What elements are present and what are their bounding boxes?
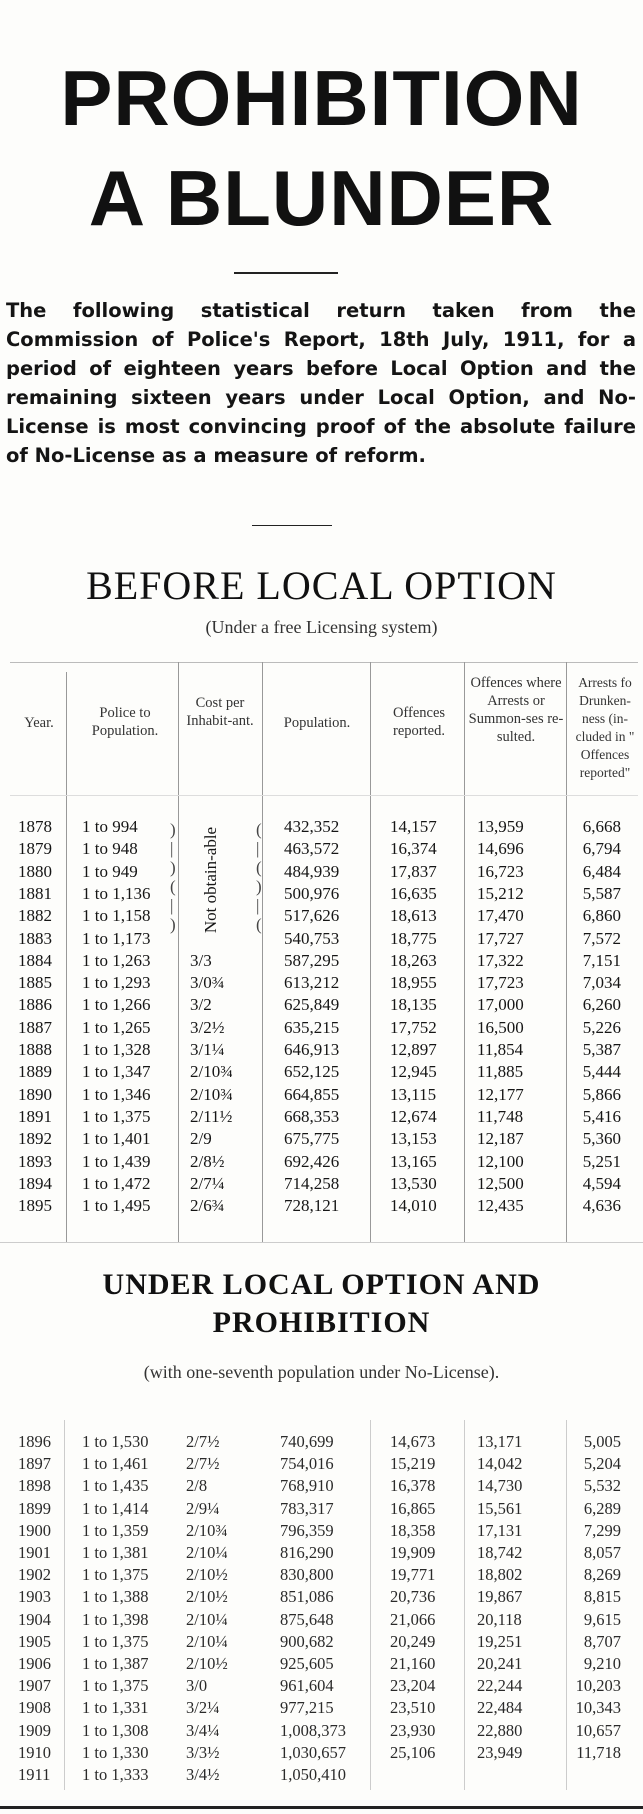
table-row (0, 1676, 643, 1695)
cell-arrests: 15,212 (477, 883, 524, 903)
cell-drunk: 10,343 (575, 1698, 621, 1718)
not-obtainable-text: Not obtain-able (201, 826, 220, 934)
bottom-rule (0, 1806, 643, 1809)
cell-cost: 2/7½ (186, 1454, 220, 1474)
header-year: Year. (24, 715, 54, 731)
cell-year: 1910 (18, 1742, 51, 1762)
table-row (0, 884, 643, 903)
cell-police: 1 to 1,266 (82, 995, 151, 1015)
cell-arrests: 14,730 (477, 1476, 523, 1496)
cell-police: 1 to 948 (82, 839, 138, 859)
cell-year: 1906 (18, 1654, 51, 1673)
cell-cost: 2/9¼ (186, 1498, 220, 1518)
cell-year: 1885 (18, 973, 52, 993)
cell-cost: 2/6¾ (190, 1196, 225, 1216)
cell-police: 1 to 1,265 (82, 1017, 151, 1037)
cell-drunk: 5,226 (582, 1017, 621, 1037)
table-row (0, 1765, 643, 1784)
cell-drunk: 7,572 (582, 928, 621, 948)
cell-arrests: 13,959 (477, 817, 524, 836)
cell-offences: 16,374 (390, 839, 437, 859)
cell-offences: 14,157 (390, 817, 437, 836)
cell-population: 740,699 (280, 1432, 334, 1451)
cell-population: 625,849 (284, 995, 340, 1015)
cell-cost: 2/7¼ (190, 1173, 225, 1193)
cell-year: 1889 (18, 1062, 52, 1082)
cell-year: 1894 (18, 1173, 52, 1193)
cell-population: 432,352 (284, 817, 340, 836)
table-row (0, 1196, 643, 1215)
table-row (0, 1040, 643, 1059)
cost-brace: ( | ( ) | ( (256, 820, 262, 934)
cell-cost: 2/8 (186, 1476, 208, 1496)
header-arrests: Offences where Arrests or Summon-ses re-sulted. (468, 675, 564, 745)
cell-population: 1,008,373 (280, 1720, 346, 1740)
cell-arrests: 17,000 (477, 995, 524, 1015)
cell-cost: 3/3 (190, 950, 212, 970)
cell-offences: 13,153 (390, 1129, 437, 1149)
cell-police: 1 to 1,263 (82, 950, 151, 970)
cell-police: 1 to 1,328 (82, 1040, 151, 1059)
cell-offences: 18,263 (390, 950, 437, 970)
cell-year: 1893 (18, 1151, 52, 1171)
cell-police: 1 to 1,398 (82, 1609, 149, 1629)
table-row (0, 1565, 643, 1584)
cell-arrests: 13,171 (477, 1432, 523, 1451)
before-header-rule (10, 795, 638, 796)
cell-drunk: 6,860 (582, 906, 621, 926)
cell-cost: 2/10½ (186, 1565, 228, 1585)
cell-population: 830,800 (280, 1565, 334, 1585)
cell-cost: 2/7½ (186, 1432, 220, 1451)
cell-population: 613,212 (284, 973, 340, 993)
cell-year: 1886 (18, 995, 52, 1015)
cell-population: 664,855 (284, 1084, 340, 1104)
table-row (0, 1743, 643, 1762)
cell-drunk: 5,387 (582, 1040, 621, 1059)
cell-population: 796,359 (280, 1520, 334, 1540)
cell-cost: 2/10¼ (186, 1543, 228, 1562)
cell-police: 1 to 1,530 (82, 1432, 149, 1451)
cell-population: 925,605 (280, 1654, 334, 1673)
cell-year: 1899 (18, 1498, 51, 1518)
cell-arrests: 14,696 (477, 839, 524, 859)
table-row (0, 929, 643, 948)
cell-year: 1880 (18, 861, 52, 881)
cell-population: 728,121 (284, 1196, 340, 1216)
cell-cost: 3/3½ (186, 1742, 220, 1762)
cell-police: 1 to 1,387 (82, 1654, 149, 1673)
table-row (0, 1654, 643, 1673)
cell-police: 1 to 1,330 (82, 1742, 149, 1762)
table-row (0, 1152, 643, 1171)
table-row (0, 1721, 643, 1740)
cell-arrests: 17,727 (477, 928, 524, 948)
cell-drunk: 9,615 (583, 1609, 621, 1629)
cell-cost: 3/2¼ (186, 1698, 220, 1718)
cell-police: 1 to 1,308 (82, 1720, 149, 1740)
cell-population: 816,290 (280, 1543, 334, 1562)
cell-year: 1878 (18, 817, 52, 836)
cell-population: 1,030,657 (280, 1742, 346, 1762)
table-row (0, 1476, 643, 1495)
cell-police: 1 to 1,375 (82, 1565, 149, 1585)
intro-paragraph: The following statistical return taken from the Commission of Police's Report, 18th July, 1911, for a period of eighteen years before Local Option and the remaining sixteen years under Local Option, and No-License is most convincing proof of the absolute failure of No-License as a measure of reform. (6, 299, 636, 467)
cell-offences: 18,775 (390, 928, 437, 948)
table-row (0, 1174, 643, 1193)
cell-cost: 3/0 (186, 1676, 208, 1696)
cell-cost: 3/4½ (186, 1765, 220, 1784)
cell-population: 961,604 (280, 1676, 334, 1696)
table-row (0, 1499, 643, 1518)
cell-arrests: 12,177 (477, 1084, 524, 1104)
cell-drunk: 6,794 (582, 839, 621, 859)
before-table-top-rule (10, 662, 638, 663)
cell-police: 1 to 1,461 (82, 1454, 149, 1474)
cell-offences: 20,736 (390, 1587, 436, 1607)
cell-arrests: 17,131 (477, 1520, 523, 1540)
cell-arrests: 18,742 (477, 1543, 523, 1562)
cell-cost: 3/2 (190, 995, 212, 1015)
before-section-title: BEFORE LOCAL OPTION (86, 563, 557, 608)
cell-year: 1890 (18, 1084, 52, 1104)
cell-population: 692,426 (284, 1151, 340, 1171)
cell-cost: 2/10¾ (190, 1084, 233, 1104)
cell-police: 1 to 1,495 (82, 1196, 151, 1216)
cell-drunk: 5,360 (582, 1129, 621, 1149)
cell-arrests: 11,854 (477, 1040, 524, 1059)
cell-arrests: 12,100 (477, 1151, 524, 1171)
cell-population: 977,215 (280, 1698, 334, 1718)
table-row (0, 973, 643, 992)
cell-drunk: 4,636 (582, 1196, 621, 1216)
cell-year: 1888 (18, 1040, 52, 1059)
cell-arrests: 12,500 (477, 1173, 524, 1193)
table-row (0, 1432, 643, 1451)
cell-offences: 21,160 (390, 1654, 436, 1673)
cell-year: 1904 (18, 1609, 51, 1629)
cell-population: 587,295 (284, 950, 340, 970)
main-title-line-2: A BLUNDER (88, 154, 555, 242)
cell-population: 754,016 (280, 1454, 334, 1474)
cell-offences: 18,955 (390, 973, 437, 993)
cell-arrests: 12,435 (477, 1196, 524, 1216)
cell-population: 768,910 (280, 1476, 334, 1496)
cell-population: 783,317 (280, 1498, 334, 1518)
under-section-title-line-2: PROHIBITION (212, 1306, 431, 1339)
cell-police: 1 to 1,472 (82, 1173, 151, 1193)
cell-year: 1902 (18, 1565, 51, 1585)
cell-offences: 21,066 (390, 1609, 436, 1629)
cell-police: 1 to 1,435 (82, 1476, 149, 1496)
cell-offences: 20,249 (390, 1631, 436, 1651)
cell-cost: 2/8½ (190, 1151, 225, 1171)
cell-drunk: 7,299 (583, 1520, 621, 1540)
table-row (0, 1018, 643, 1037)
cell-police: 1 to 1,375 (82, 1676, 149, 1696)
cell-population: 668,353 (284, 1106, 340, 1126)
cell-offences: 16,865 (390, 1498, 436, 1518)
cell-police: 1 to 994 (82, 817, 138, 836)
cell-arrests: 17,322 (477, 950, 524, 970)
cell-year: 1882 (18, 906, 52, 926)
cell-population: 875,648 (280, 1609, 334, 1629)
header-offences: Offences reported. (392, 705, 446, 739)
cell-year: 1883 (18, 928, 52, 948)
cell-arrests: 15,561 (477, 1498, 523, 1518)
table-row (0, 1129, 643, 1148)
cell-police: 1 to 1,439 (82, 1151, 151, 1171)
cell-population: 517,626 (284, 906, 340, 926)
header-police: Police to Population. (91, 705, 159, 739)
cell-population: 484,939 (284, 861, 340, 881)
cell-arrests: 23,949 (477, 1742, 523, 1762)
cell-drunk: 5,532 (583, 1476, 621, 1496)
cell-arrests: 12,187 (477, 1129, 524, 1149)
cell-drunk: 11,718 (576, 1742, 621, 1762)
cell-offences: 23,204 (390, 1676, 436, 1696)
cell-arrests: 19,867 (477, 1587, 523, 1607)
cell-year: 1903 (18, 1587, 51, 1607)
cell-year: 1911 (18, 1765, 51, 1784)
cell-population: 714,258 (284, 1173, 340, 1193)
before-section-subtitle: (Under a free Licensing system) (205, 617, 438, 637)
cell-arrests: 22,244 (477, 1676, 523, 1696)
cell-police: 1 to 1,359 (82, 1520, 149, 1540)
cell-drunk: 6,289 (583, 1498, 621, 1518)
cell-year: 1884 (18, 950, 52, 970)
cell-offences: 13,115 (390, 1084, 437, 1104)
cell-cost: 2/10¼ (186, 1609, 228, 1629)
cell-arrests: 11,885 (477, 1062, 524, 1082)
cell-cost: 2/10¾ (186, 1520, 228, 1540)
cell-population: 652,125 (284, 1062, 340, 1082)
cell-drunk: 5,416 (582, 1106, 621, 1126)
cell-drunk: 6,484 (582, 861, 621, 881)
cell-year: 1895 (18, 1196, 52, 1216)
cell-arrests: 22,880 (477, 1720, 523, 1740)
cell-drunk: 5,866 (582, 1084, 621, 1104)
cell-cost: 2/9 (190, 1129, 212, 1149)
cell-drunk: 9,210 (583, 1654, 621, 1673)
cell-year: 1892 (18, 1129, 52, 1149)
cell-cost: 2/11½ (190, 1106, 233, 1126)
cell-offences: 19,909 (390, 1543, 436, 1562)
cell-offences: 12,674 (390, 1106, 437, 1126)
cell-arrests: 19,251 (477, 1631, 523, 1651)
cell-drunk: 8,057 (583, 1543, 621, 1562)
cell-drunk: 10,657 (575, 1720, 621, 1740)
cell-drunk: 6,260 (582, 995, 621, 1015)
table-row (0, 1107, 643, 1126)
cell-police: 1 to 1,331 (82, 1698, 149, 1718)
cell-offences: 23,510 (390, 1698, 436, 1718)
cell-offences: 13,530 (390, 1173, 437, 1193)
cell-offences: 14,673 (390, 1432, 436, 1451)
cell-cost: 2/10¼ (186, 1631, 228, 1651)
cell-arrests: 17,723 (477, 973, 524, 993)
cell-police: 1 to 1,346 (82, 1084, 151, 1104)
cell-arrests: 18,802 (477, 1565, 523, 1585)
cell-offences: 17,837 (390, 861, 437, 881)
cell-offences: 19,771 (390, 1565, 436, 1585)
table-row (0, 862, 643, 881)
cell-population: 540,753 (284, 928, 340, 948)
cell-drunk: 5,005 (583, 1432, 621, 1451)
table-row (0, 1587, 643, 1606)
main-title-line-1: PROHIBITION (60, 54, 583, 142)
cell-year: 1897 (18, 1454, 51, 1474)
cell-arrests: 14,042 (477, 1454, 523, 1474)
cell-police: 1 to 1,414 (82, 1498, 149, 1518)
cell-offences: 15,219 (390, 1454, 436, 1474)
under-section-title-line-1: UNDER LOCAL OPTION AND (102, 1268, 541, 1301)
cell-year: 1881 (18, 883, 52, 903)
cell-offences: 18,358 (390, 1520, 436, 1540)
cell-offences: 12,897 (390, 1040, 437, 1059)
table-row (0, 1521, 643, 1540)
cell-population: 1,050,410 (280, 1765, 346, 1784)
cell-police: 1 to 1,375 (82, 1631, 149, 1651)
cell-drunk: 8,269 (583, 1565, 621, 1585)
cell-drunk: 5,444 (582, 1062, 621, 1082)
title-divider (234, 272, 338, 274)
cell-offences: 18,613 (390, 906, 437, 926)
table-row (0, 817, 643, 836)
cell-drunk: 6,668 (582, 817, 621, 836)
cell-year: 1891 (18, 1106, 52, 1126)
table-row (0, 1085, 643, 1104)
cell-year: 1908 (18, 1698, 51, 1718)
cell-police: 1 to 1,381 (82, 1543, 149, 1562)
intro-divider (252, 525, 332, 526)
cell-drunk: 8,707 (583, 1631, 621, 1651)
cell-arrests: 20,118 (477, 1609, 522, 1629)
cell-offences: 18,135 (390, 995, 437, 1015)
cell-arrests: 16,723 (477, 861, 524, 881)
cell-police: 1 to 1,401 (82, 1129, 151, 1149)
cell-police: 1 to 1,136 (82, 883, 151, 903)
cell-drunk: 5,204 (583, 1454, 621, 1474)
police-brace: ) | ) ( | ) (170, 820, 176, 934)
cell-drunk: 10,203 (575, 1676, 621, 1696)
cell-police: 1 to 949 (82, 861, 138, 881)
table-row (0, 1454, 643, 1473)
cell-offences: 23,930 (390, 1720, 436, 1740)
cell-population: 851,086 (280, 1587, 334, 1607)
cell-offences: 12,945 (390, 1062, 437, 1082)
header-population: Population. (283, 715, 351, 731)
cell-offences: 16,635 (390, 883, 437, 903)
cell-offences: 14,010 (390, 1196, 437, 1216)
under-section-subtitle: (with one-seventh population under No-License). (143, 1362, 500, 1382)
cell-population: 675,775 (284, 1129, 340, 1149)
header-drunk: Arrests fo Drunken-ness (in-cluded in " Offences reported" (575, 675, 635, 780)
header-cost: Cost per Inhabit-ant. (186, 695, 254, 729)
cell-drunk: 4,594 (582, 1173, 621, 1193)
cell-cost: 3/1¼ (190, 1040, 225, 1059)
cell-police: 1 to 1,347 (82, 1062, 151, 1082)
cell-arrests: 16,500 (477, 1017, 524, 1037)
cell-arrests: 11,748 (477, 1106, 524, 1126)
table-row (0, 1698, 643, 1717)
cell-offences: 25,106 (390, 1742, 436, 1762)
table-row (0, 1632, 643, 1651)
cell-population: 646,913 (284, 1040, 340, 1059)
cell-population: 635,215 (284, 1017, 340, 1037)
cell-police: 1 to 1,173 (82, 928, 151, 948)
cell-police: 1 to 1,375 (82, 1106, 151, 1126)
cell-police: 1 to 1,333 (82, 1765, 149, 1784)
cell-population: 463,572 (284, 839, 340, 859)
table-row (0, 906, 643, 925)
cell-year: 1901 (18, 1543, 51, 1562)
cell-year: 1896 (18, 1432, 51, 1451)
cell-cost: 3/0¾ (190, 973, 225, 993)
cell-offences: 17,752 (390, 1017, 437, 1037)
cell-year: 1907 (18, 1676, 51, 1696)
cell-police: 1 to 1,158 (82, 906, 151, 926)
cell-police: 1 to 1,388 (82, 1587, 149, 1607)
cell-arrests: 17,470 (477, 906, 524, 926)
table-row (0, 1062, 643, 1081)
cell-police: 1 to 1,293 (82, 973, 151, 993)
cell-drunk: 5,251 (582, 1151, 621, 1171)
cell-arrests: 22,484 (477, 1698, 523, 1718)
cell-year: 1879 (18, 839, 52, 859)
cell-drunk: 5,587 (582, 883, 621, 903)
table-row (0, 1610, 643, 1629)
cell-drunk: 7,034 (582, 973, 621, 993)
table-row (0, 839, 643, 858)
table-row (0, 995, 643, 1014)
cell-year: 1909 (18, 1720, 51, 1740)
cell-drunk: 8,815 (583, 1587, 621, 1607)
cell-year: 1900 (18, 1520, 51, 1540)
cell-arrests: 20,241 (477, 1654, 523, 1673)
cell-cost: 2/10½ (186, 1654, 228, 1673)
cell-population: 900,682 (280, 1631, 334, 1651)
cell-year: 1898 (18, 1476, 51, 1496)
cell-year: 1887 (18, 1017, 52, 1037)
table-row (0, 951, 643, 970)
cell-year: 1905 (18, 1631, 51, 1651)
cell-population: 500,976 (284, 883, 340, 903)
cell-offences: 16,378 (390, 1476, 436, 1496)
cell-drunk: 7,151 (582, 950, 621, 970)
cell-cost: 2/10¾ (190, 1062, 233, 1082)
table-row (0, 1543, 643, 1562)
cell-cost: 2/10½ (186, 1587, 228, 1607)
cell-cost: 3/2½ (190, 1017, 225, 1037)
section-break (0, 1242, 643, 1243)
cell-cost: 3/4¼ (186, 1720, 220, 1740)
cell-offences: 13,165 (390, 1151, 437, 1171)
